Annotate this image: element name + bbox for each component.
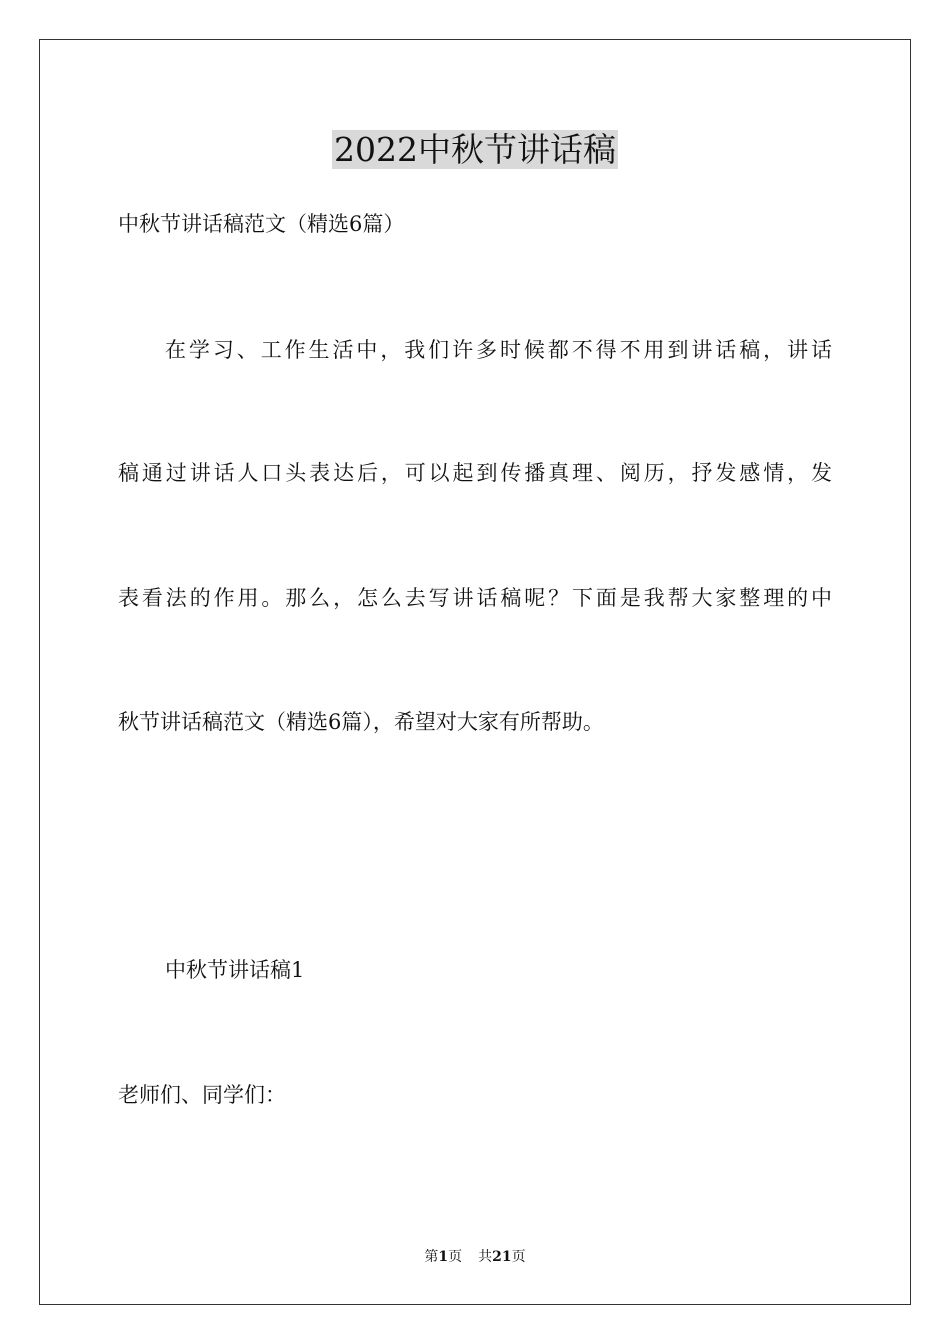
page-footer bbox=[0, 1247, 950, 1267]
footer-total-prefix: 共 bbox=[478, 1249, 493, 1265]
intro-line-2: 稿通过讲话人口头表达后，可以起到传播真理、阅历，抒发感情，发 bbox=[118, 461, 832, 485]
footer-page-total: 21 bbox=[492, 1249, 512, 1265]
footer-page-prefix: 第 bbox=[424, 1249, 439, 1265]
intro-line-4: 秋节讲话稿范文（精选6篇），希望对大家有所帮助。 bbox=[118, 710, 604, 734]
document-title-text: 2022中秋节讲话稿 bbox=[334, 130, 616, 169]
footer-page-current: 1 bbox=[438, 1249, 449, 1265]
footer-total-unit: 页 bbox=[511, 1249, 526, 1265]
document-subtitle: 中秋节讲话稿范文（精选6篇） bbox=[118, 212, 405, 236]
document-title bbox=[0, 128, 950, 172]
footer-page-unit: 页 bbox=[448, 1249, 463, 1265]
intro-line-3: 表看法的作用。那么，怎么去写讲话稿呢？下面是我帮大家整理的中 bbox=[118, 586, 832, 610]
intro-line-1: 在学习、工作生活中，我们许多时候都不得不用到讲话稿，讲话 bbox=[165, 338, 832, 362]
section-heading: 中秋节讲话稿1 bbox=[165, 958, 305, 982]
salutation: 老师们、同学们： bbox=[118, 1083, 286, 1107]
